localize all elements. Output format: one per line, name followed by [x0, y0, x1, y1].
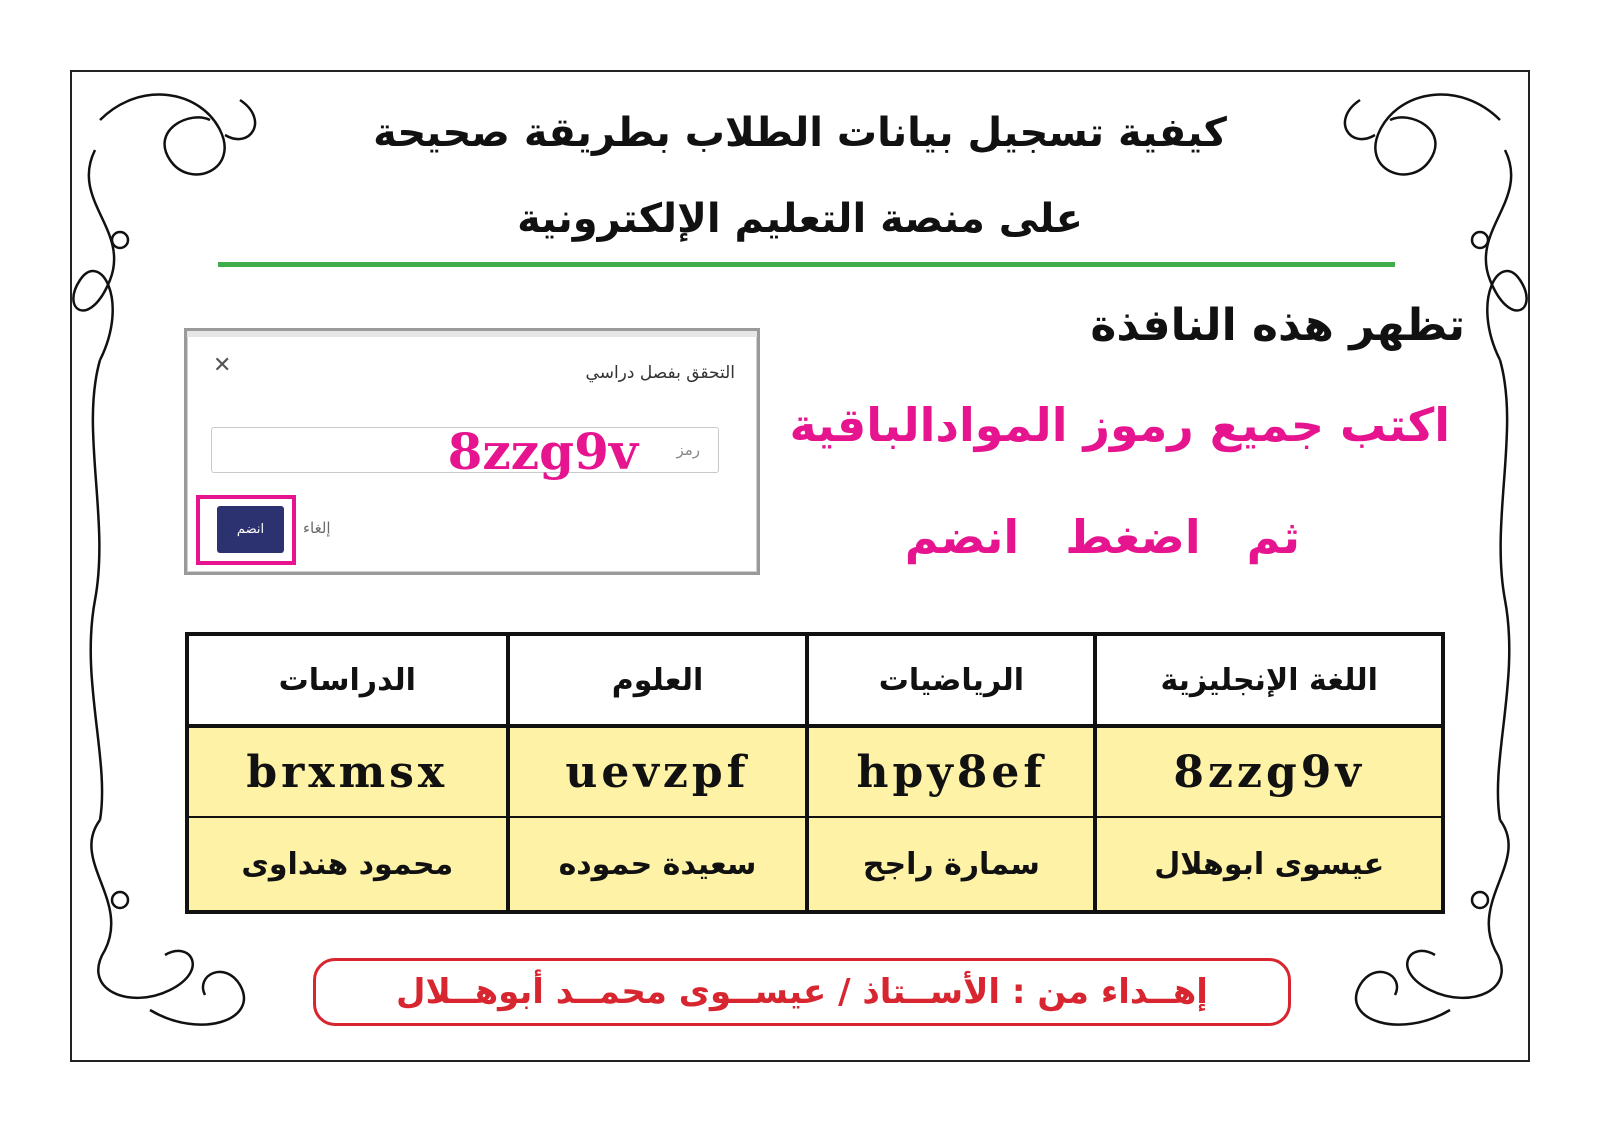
page-subtitle: على منصة التعليم الإلكترونية — [517, 196, 1083, 242]
class-verification-dialog — [184, 328, 760, 575]
dedication-footer: إهــداء من : الأســتاذ / عيســوى محمــد أبوهــلال — [313, 958, 1291, 1026]
code-field-value: 8zzg9v — [447, 422, 638, 481]
title-divider — [218, 262, 1395, 267]
class-code-cell: hpy8ef — [807, 726, 1095, 817]
subject-header: الدراسات — [187, 634, 508, 726]
subject-header: اللغة الإنجليزية — [1095, 634, 1443, 726]
write-codes-instruction: اكتب جميع رموز الموادالباقية — [789, 398, 1450, 452]
code-field-label: رمز — [676, 441, 700, 459]
subject-codes-table — [185, 632, 1445, 914]
page-title: كيفية تسجيل بيانات الطلاب بطريقة صحيحة — [373, 110, 1227, 156]
teacher-name-cell: سمارة راجح — [807, 817, 1095, 912]
class-code-cell: 8zzg9v — [1095, 726, 1443, 817]
subject-header: الرياضيات — [807, 634, 1095, 726]
press-join-instruction: ثم اضغط انضم — [904, 510, 1300, 564]
class-code-cell: brxmsx — [187, 726, 508, 817]
class-code-cell: uevzpf — [508, 726, 808, 817]
table-row-codes — [187, 726, 1443, 817]
close-icon[interactable]: ✕ — [213, 353, 232, 378]
subject-header: العلوم — [508, 634, 808, 726]
teacher-name-cell: سعيدة حموده — [508, 817, 808, 912]
class-code-input[interactable] — [211, 422, 719, 481]
teacher-name-cell: محمود هنداوى — [187, 817, 508, 912]
teacher-name-cell: عيسوى ابوهلال — [1095, 817, 1443, 912]
dialog-title: التحقق بفصل دراسي — [585, 363, 735, 383]
cancel-button[interactable]: إلغاء — [303, 519, 331, 537]
table-header-row — [187, 634, 1443, 726]
window-appears-heading: تظهر هذه النافذة — [1090, 300, 1465, 351]
table-row-teachers — [187, 817, 1443, 912]
join-button[interactable]: انضم — [217, 506, 284, 553]
dialog-background-strip — [187, 331, 757, 337]
